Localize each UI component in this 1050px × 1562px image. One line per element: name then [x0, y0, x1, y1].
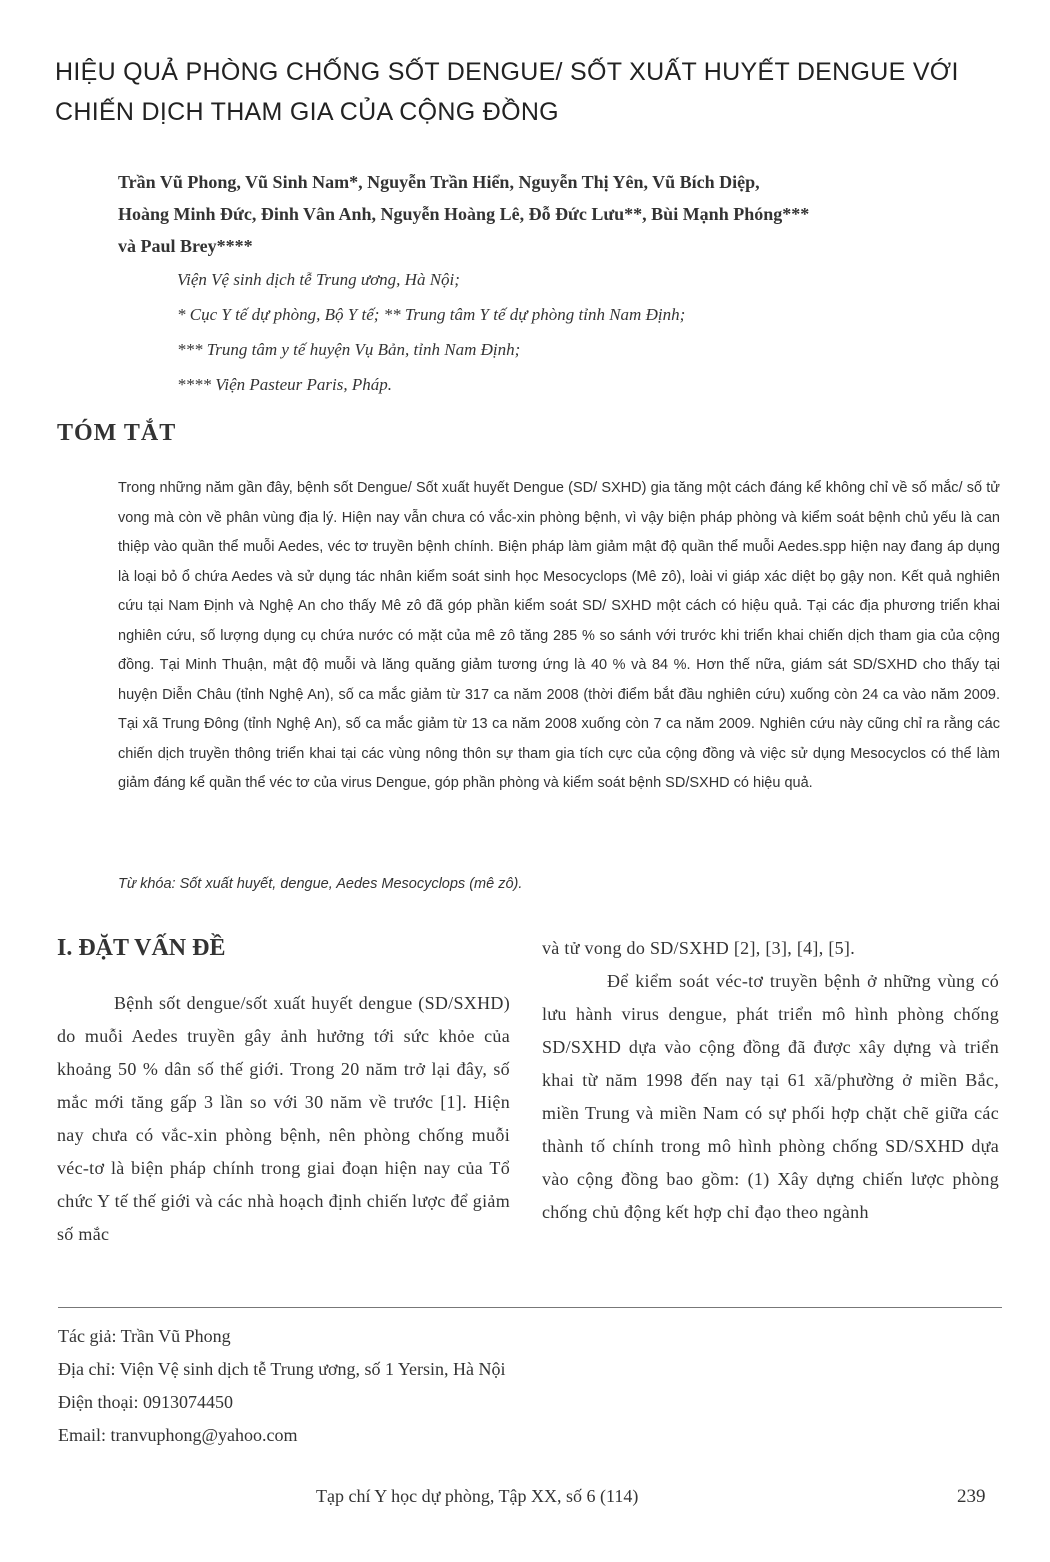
contact-phone: Điện thoại: 0913074450 [58, 1392, 233, 1412]
footnote-divider [58, 1307, 1002, 1308]
page-number: 239 [957, 1486, 986, 1507]
intro-right-column-paragraph: Để kiểm soát véc-tơ truyền bệnh ở những vùng có lưu hành virus dengue, phát triển mô hình phòng chống SD/SXHD dựa vào cộng đồng đã được xây dựng và triển khai từ năm 1998 đến nay tại 61 xã/phường ở miền Bắc, miền Trung và miền Nam có sự phối hợp chặt chẽ giữa các thành tố chính trong mô hình phòng chống SD/SXHD dựa vào cộng đồng bao gồm: (1) Xây dựng chiến lược phòng chống chủ động kết hợp chỉ đạo theo ngành [542, 971, 999, 1222]
title-line-1: HIỆU QUẢ PHÒNG CHỐNG SỐT DENGUE/ SỐT XUẤT HUYẾT DENGUE VỚI [55, 58, 959, 86]
contact-address: Địa chỉ: Viện Vệ sinh dịch tễ Trung ương, số 1 Yersin, Hà Nội [58, 1359, 506, 1379]
affiliation-4: **** Viện Pasteur Paris, Pháp. [177, 375, 392, 394]
journal-footer: Tạp chí Y học dự phòng, Tập XX, số 6 (114) [316, 1486, 639, 1506]
affiliation-1: Viện Vệ sinh dịch tễ Trung ương, Hà Nội; [177, 270, 460, 289]
contact-email: Email: tranvuphong@yahoo.com [58, 1425, 298, 1445]
authors-line-1: Trần Vũ Phong, Vũ Sinh Nam*, Nguyễn Trần Hiển, Nguyễn Thị Yên, Vũ Bích Diệp, [118, 172, 760, 192]
intro-right-column-continuation: và tử vong do SD/SXHD [2], [3], [4], [5]. [542, 938, 856, 958]
paper-title [55, 52, 1015, 132]
intro-left-column: Bệnh sốt dengue/sốt xuất huyết dengue (SD/SXHD) do muỗi Aedes truyền gây ảnh hưởng tới sức khỏe của khoảng 50 % dân số thế giới. Trong 20 năm trở lại đây, số mắc mới tăng gấp 3 lần so với 30 năm về trước [1]. Hiện nay chưa có vắc-xin phòng bệnh, nên phòng chống muỗi véc-tơ là biện pháp chính trong giai đoạn hiện nay của Tổ chức Y tế thế giới và các nhà hoạch định chiến lược để giảm số mắc [57, 993, 510, 1244]
affiliation-2: * Cục Y tế dự phòng, Bộ Y tế; ** Trung tâm Y tế dự phòng tỉnh Nam Định; [177, 305, 686, 324]
author-list [118, 166, 998, 262]
corresponding-author-info [58, 1320, 958, 1452]
authors-line-3: và Paul Brey**** [118, 236, 253, 256]
contact-author: Tác giả: Trần Vũ Phong [58, 1326, 231, 1346]
affiliations [177, 262, 997, 402]
affiliation-3: *** Trung tâm y tế huyện Vụ Bản, tỉnh Nam Định; [177, 340, 521, 359]
intro-heading: I. ĐẶT VẤN ĐỀ [57, 935, 226, 961]
abstract-heading: TÓM TẮT [57, 420, 177, 446]
authors-line-2: Hoàng Minh Đức, Đinh Vân Anh, Nguyễn Hoàng Lê, Đỗ Đức Lưu**, Bùi Mạnh Phóng*** [118, 204, 810, 224]
title-line-2: CHIẾN DỊCH THAM GIA CỦA CỘNG ĐỒNG [55, 98, 559, 126]
abstract-text: Trong những năm gần đây, bệnh sốt Dengue/ Sốt xuất huyết Dengue (SD/ SXHD) gia tăng một cách đáng kể không chỉ về số mắc/ số tử vong mà còn về phân vùng địa lý. Hiện nay vẫn chưa có vắc-xin phòng bệnh, vì vậy biện pháp phòng và kiểm soát bệnh chủ yếu là can thiệp vào quần thể muỗi Aedes, véc tơ truyền bệnh chính. Biện pháp làm giảm mật độ quần thể muỗi Aedes.spp hiện nay đang áp dụng là loại bỏ ổ chứa Aedes và sử dụng tác nhân kiểm soát sinh học Mesocyclops (Mê zô), loài vi giáp xác diệt bọ gậy non. Kết quả nghiên cứu tại Nam Định và Nghệ An cho thấy Mê zô đã góp phần kiểm soát SD/ SXHD một cách có hiệu quả. Tại các địa phương triển khai nghiên cứu, số lượng dụng cụ chứa nước có mặt của mê zô tăng 285 % so sánh với trước khi triển khai chiến dịch tham gia của cộng đồng. Tại Minh Thuận, mật độ muỗi và lăng quăng giảm tương ứng là 40 % và 84 %. Hơn thế nữa, giám sát SD/SXHD cho thấy tại huyện Diễn Châu (tỉnh Nghệ An), số ca mắc giảm từ 317 ca năm 2008 (thời điểm bắt đầu nghiên cứu) xuống còn 24 ca vào năm 2009. Tại xã Trung Đông (tỉnh Nghệ An), số ca mắc giảm từ 13 ca năm 2008 xuống còn 7 ca năm 2009. Nghiên cứu này cũng chỉ ra rằng các chiến dịch truyền thông triển khai tại các vùng nông thôn sự tham gia tích cực của cộng đồng và việc sử dụng Mesocyclos có thể làm giảm đáng kể quần thể véc tơ của virus Dengue, góp phần phòng và kiểm soát bệnh SD/SXHD có hiệu quả. [118, 480, 1000, 791]
keywords: Từ khóa: Sốt xuất huyết, dengue, Aedes Mesocyclops (mê zô). [118, 876, 523, 892]
